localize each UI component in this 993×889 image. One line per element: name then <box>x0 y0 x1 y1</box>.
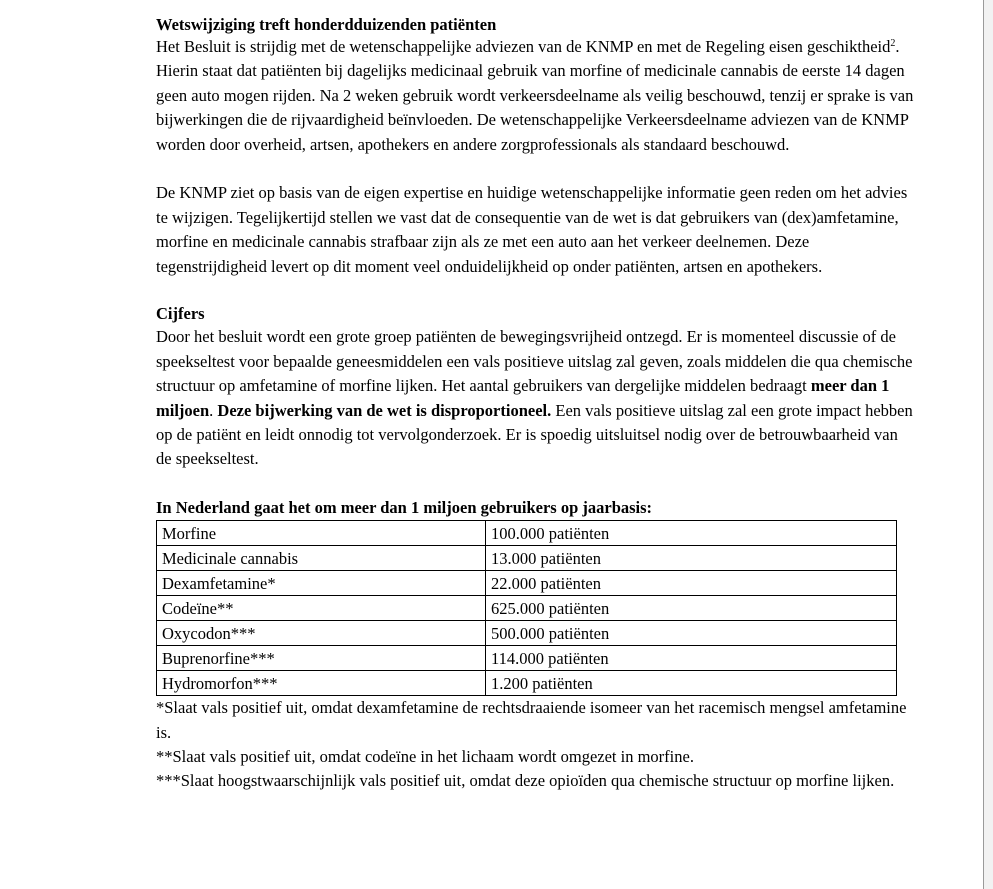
section-heading-wetswijziging: Wetswijziging treft honderdduizenden patiënten <box>156 15 497 34</box>
table-row <box>157 521 897 546</box>
paragraph-cijfers-sep: . <box>209 400 218 420</box>
table-cell-count: 22.000 patiënten <box>486 571 897 596</box>
users-table <box>156 520 897 696</box>
document-page <box>156 14 916 794</box>
footnote-dexamfetamine: *Slaat vals positief uit, omdat dexamfetamine de rechtsdraaiende isomeer van het racemisch mengsel amfetamine is. <box>156 698 907 742</box>
table-cell-count: 625.000 patiënten <box>486 596 897 621</box>
table-cell-count: 114.000 patiënten <box>486 646 897 671</box>
table-row <box>157 646 897 671</box>
bold-miljoen: meer dan 1 miljoen <box>156 376 890 420</box>
table-cell-medicine: Dexamfetamine* <box>157 571 486 596</box>
table-row <box>157 596 897 621</box>
table-cell-medicine: Codeïne** <box>157 596 486 621</box>
paragraph-knmp: De KNMP ziet op basis van de eigen expertise en huidige wetenschappelijke informatie geen reden om het advies te wijzigen. Tegelijkertijd stellen we vast dat de consequentie van de wet is dat gebruikers van (dex)amfetamine, morfine en medicinale cannabis strafbaar zijn als ze met een auto aan het verkeer deelnemen. Deze tegenstrijdigheid levert op dit moment veel onduidelijkheid op onder patiënten, artsen en apothekers. <box>156 183 908 276</box>
paragraph-cijfers-part1: Door het besluit wordt een grote groep patiënten de bewegingsvrijheid ontzegd. Er is momenteel discussie of de speekseltest voor bepaalde geneesmiddelen een vals positieve uitslag zal geven, zoals middelen die qua chemische structuur op amfetamine of morfine lijken. Het aantal gebruikers van dergelijke middelen bedraagt <box>156 327 913 396</box>
paragraph-besluit-part2: . Hierin staat dat patiënten bij dagelijks medicinaal gebruik van morfine of medicinale cannabis de eerste 14 dagen geen auto mogen rijden. Na 2 weken gebruik wordt verkeersdeelname als veilig beschouwd, tenzij er sprake is van bijwerkingen die de rijvaardigheid beïnvloeden. De wetenschappelijke Verkeersdeelname adviezen van de KNMP worden door overheid, artsen, apothekers en andere zorgprofessionals als standaard beschouwd. <box>156 37 914 154</box>
table-cell-medicine: Medicinale cannabis <box>157 546 486 571</box>
table-cell-count: 13.000 patiënten <box>486 546 897 571</box>
table-row <box>157 621 897 646</box>
table-row <box>157 571 897 596</box>
bold-disproportioneel: Deze bijwerking van de wet is disproportioneel. <box>217 400 552 420</box>
section-heading-cijfers: Cijfers <box>156 304 205 324</box>
table-row <box>157 671 897 696</box>
footnote-codeine: **Slaat vals positief uit, omdat codeïne in het lichaam wordt omgezet in morfine. <box>156 747 694 767</box>
table-caption: In Nederland gaat het om meer dan 1 miljoen gebruikers op jaarbasis: <box>156 498 653 518</box>
table-cell-count: 500.000 patiënten <box>486 621 897 646</box>
paragraph-cijfers-part2: Een vals positieve uitslag zal een grote impact hebben op de patiënt en leidt onnodig tot vervolgonderzoek. Er is spoedig uitsluitsel nodig over de betrouwbaarheid van de speekseltest. <box>156 400 913 469</box>
spacer <box>156 157 916 181</box>
table-cell-medicine: Morfine <box>157 521 486 546</box>
footnote-opioiden: ***Slaat hoogstwaarschijnlijk vals positief uit, omdat deze opioïden qua chemische structuur op morfine lijken. <box>156 771 895 791</box>
table-row <box>157 546 897 571</box>
spacer <box>156 279 916 303</box>
paragraph-besluit <box>156 35 916 157</box>
table-cell-medicine: Buprenorfine*** <box>157 646 486 671</box>
table-cell-medicine: Hydromorfon*** <box>157 671 486 696</box>
page-edge-shadow <box>984 0 993 889</box>
footnote-ref: 2 <box>890 38 896 49</box>
paragraph-cijfers <box>156 325 916 471</box>
table-cell-count: 100.000 patiënten <box>486 521 897 546</box>
table-cell-medicine: Oxycodon*** <box>157 621 486 646</box>
table-cell-count: 1.200 patiënten <box>486 671 897 696</box>
spacer <box>156 472 916 496</box>
paragraph-besluit-part1: Het Besluit is strijdig met de wetenschappelijke adviezen van de KNMP en met de Regeling eisen geschiktheid <box>156 37 891 56</box>
